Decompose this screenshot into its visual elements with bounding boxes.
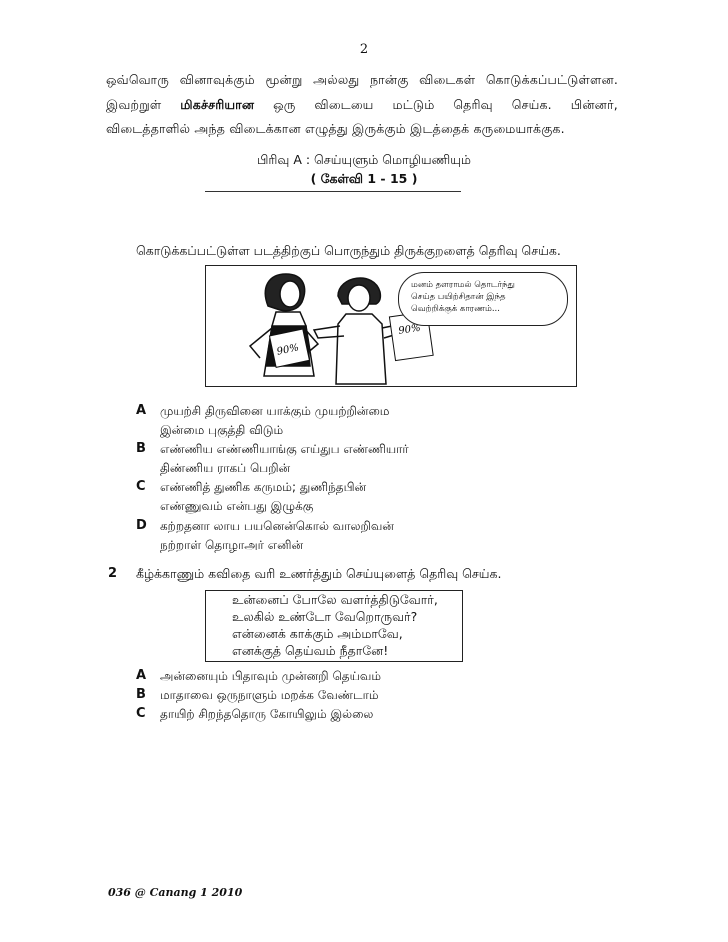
paper-left-score: 90% [275, 342, 300, 358]
speech-bubble [398, 272, 568, 326]
bubble-line: செய்த பயிற்சிதான் இந்த [411, 292, 506, 302]
emphasis-word: மிகச்சரியான [180, 97, 255, 112]
word: வினாவுக்கும் [179, 72, 255, 87]
q1-option-c-line-2: எண்ணுவம் என்பது இழுக்கு [160, 499, 314, 513]
word: பின்னர், [570, 97, 618, 112]
bubble-line: மனம் தளராமல் தொடர்ந்து [411, 280, 515, 290]
word: செய்க. [511, 97, 552, 112]
q1-option-a-line-1: முயற்சி திருவினை யாக்கும் முயற்றின்மை [160, 404, 390, 418]
q2-prompt: கீழ்க்காணும் கவிதை வரி உணர்த்தும் செய்யுளைத் தெரிவு செய்க. [136, 566, 502, 581]
q1-option-d-line-2: நற்றாள் தொழாஅர் எனின் [160, 538, 304, 552]
instructions-line-2 [106, 97, 618, 114]
bubble-line: வெற்றிக்குக் காரணம்... [411, 304, 500, 314]
q1-prompt: கொடுக்கப்பட்டுள்ள படத்திற்குப் பொருந்தும் திருக்குறளைத் தெரிவு செய்க. [136, 243, 561, 258]
q2-option-c-letter: C [136, 706, 146, 721]
q1-option-b-line-2: திண்ணிய ராகப் பெறின் [160, 461, 291, 475]
instructions-line-1 [106, 72, 618, 89]
q1-option-b-line-1: எண்ணிய எண்ணியாங்கு எய்துப எண்ணியார் [160, 442, 409, 456]
section-range: ( கேள்வி 1 - 15 ) [310, 171, 418, 186]
word: விடையை [314, 97, 374, 112]
q2-option-a-text: அன்னையும் பிதாவும் முன்னறி தெய்வம் [160, 669, 382, 683]
poem-line: உன்னைப் போலே வளர்த்திடுவோர், [232, 592, 438, 607]
word: அல்லது [313, 72, 360, 87]
page-number: 2 [359, 42, 369, 57]
q2-option-b-text: மாதாவை ஒருநாளும் மறக்க வேண்டாம் [160, 688, 379, 702]
poem-line: எனக்குத் தெய்வம் நீதானே! [232, 643, 389, 658]
q1-option-a-letter: A [136, 403, 147, 418]
q2-option-b-letter: B [136, 687, 146, 702]
poem-line: உலகில் உண்டோ வேறொருவர்? [232, 609, 418, 624]
q2-option-c-text: தாயிற் சிறந்ததொரு கோயிலும் இல்லை [160, 707, 374, 721]
q1-option-b-letter: B [136, 441, 146, 456]
instructions-line-3: விடைத்தாளில் அந்த விடைக்கான எழுத்து இருக்கும் இடத்தைக் கருமையாக்குக. [106, 121, 565, 136]
word: மூன்று [265, 72, 303, 87]
q1-option-c-line-1: எண்ணித் துணிக கருமம்; துணிந்தபின் [160, 480, 367, 494]
q1-option-a-line-2: இன்மை புகுத்தி விடும் [160, 423, 284, 437]
word: ஒவ்வொரு [106, 72, 170, 87]
q1-option-d-line-1: கற்றதனா லாய பயனென்கொல் வாலறிவன் [160, 519, 394, 533]
poem-line: என்னைக் காக்கும் அம்மாவே, [232, 626, 403, 641]
section-divider [205, 191, 461, 192]
q1-option-d-letter: D [136, 518, 147, 533]
word: ஒரு [273, 97, 296, 112]
section-title: பிரிவு A : செய்யுளும் மொழியணியும் [257, 152, 471, 167]
word: நான்கு [370, 72, 409, 87]
word: விடைகள் [419, 72, 476, 87]
q1-option-c-letter: C [136, 479, 146, 494]
paper-right-score: 90% [397, 322, 422, 337]
word: கொடுக்கப்பட்டுள்ளன. [485, 72, 618, 87]
word: மட்டும் [392, 97, 435, 112]
q2-option-a-letter: A [136, 668, 147, 683]
footer: 036 @ Canang 1 2010 [108, 886, 243, 899]
q2-number: 2 [108, 566, 118, 581]
word: தெரிவு [453, 97, 493, 112]
word: இவற்றுள் [106, 97, 162, 112]
